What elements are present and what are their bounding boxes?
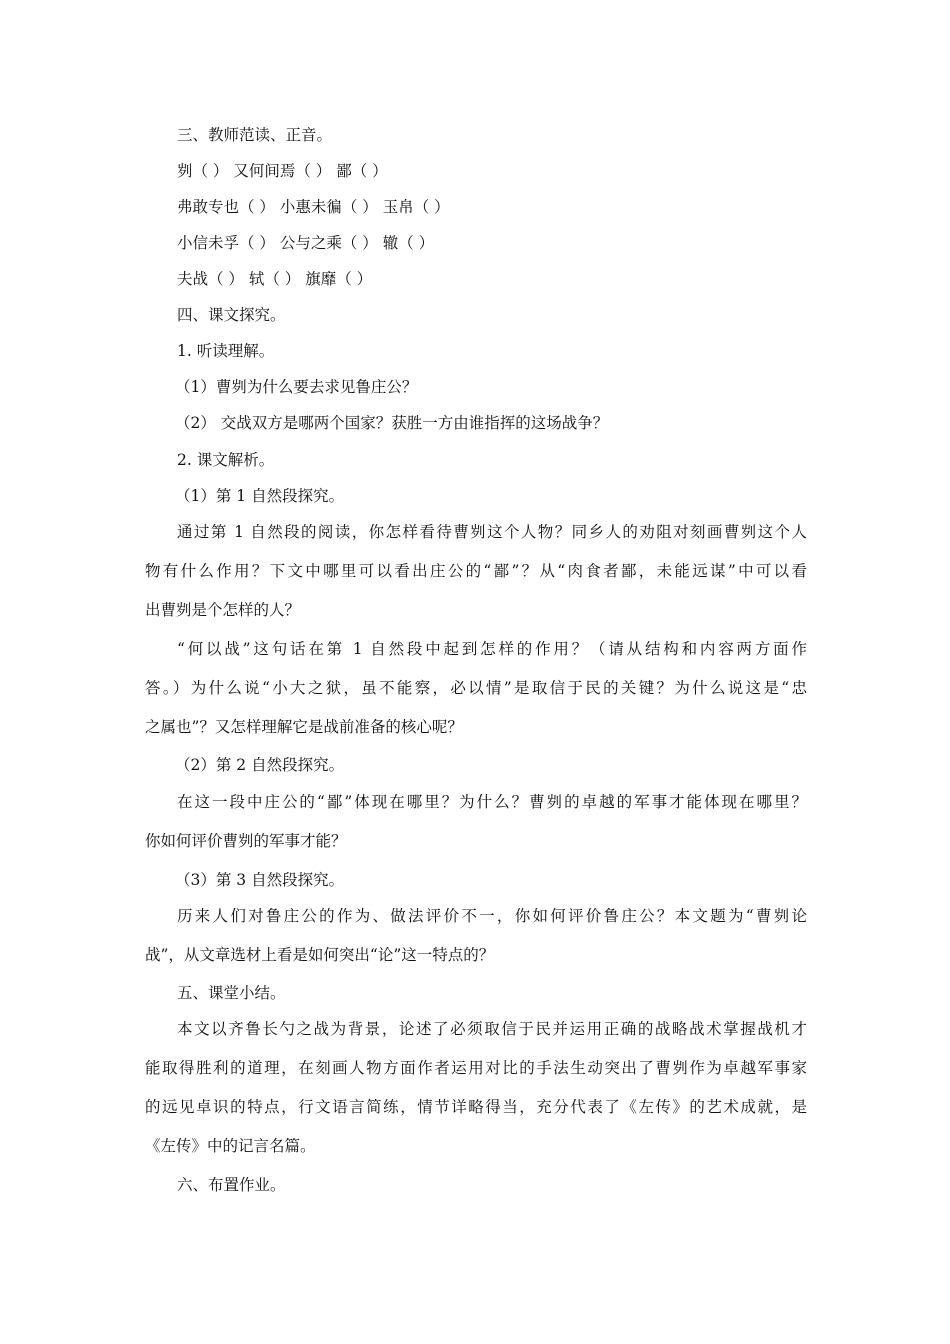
subsection-heading-2: 2. 课文解析。 <box>177 451 275 469</box>
paragraph-3-heading: （3）第 3 自然段探究。 <box>175 871 345 889</box>
paragraph-3-line-1: 在这一段中庄公的“鄙”体现在哪里？为什么？曹刿的卓越的军事才能体现在哪里？ <box>177 793 807 811</box>
section-heading-4: 四、课文探究。 <box>177 306 286 324</box>
summary-line-1: 本文以齐鲁长勺之战为背景，论述了必须取信于民并运用正确的战略战术掌握战机才 <box>177 1020 807 1038</box>
paragraph-3-line-2: 你如何评价曹刿的军事才能？ <box>145 832 347 850</box>
summary-line-4: 《左传》中的记言名篇。 <box>145 1137 316 1155</box>
paragraph-2-heading: （2）第 2 自然段探究。 <box>175 756 345 774</box>
paragraph-4-line-2: 战”，从文章选材上看是如何突出“论”这一特点的？ <box>145 946 495 964</box>
question-2: （2） 交战双方是哪两个国家？获胜一方由谁指挥的这场战争？ <box>175 414 609 432</box>
paragraph-2-line-2: 答。）为什么说“小大之狱，虽不能察，必以情”是取信于民的关键？为什么说这是“忠 <box>145 679 807 697</box>
paragraph-1-line-2: 物有什么作用？下文中哪里可以看出庄公的“鄙”？从“肉食者鄙，未能远谋”中可以看 <box>145 562 807 580</box>
summary-line-2: 能取得胜利的道理，在刻画人物方面作者运用对比的手法生动突出了曹刿作为卓越军事家 <box>145 1059 807 1077</box>
pronunciation-row-4: 夫战（ ） 轼（ ） 旗靡（ ） <box>177 270 373 288</box>
section-heading-6: 六、布置作业。 <box>177 1176 286 1194</box>
paragraph-2-line-1: “何以战”这句话在第 1 自然段中起到怎样的作用？（请从结构和内容两方面作 <box>177 640 807 658</box>
subsection-heading-1: 1. 听读理解。 <box>177 342 275 360</box>
paragraph-2-line-3: 之属也”？又怎样理解它是战前准备的核心呢？ <box>145 718 463 736</box>
pronunciation-row-3: 小信未孚（ ） 公与之乘（ ） 辙（ ） <box>177 234 435 252</box>
section-heading-3: 三、教师范读、正音。 <box>177 126 333 144</box>
paragraph-1-line-3: 出曹刿是个怎样的人？ <box>145 601 301 619</box>
summary-line-3: 的远见卓识的特点，行文语言简练，情节详略得当，充分代表了《左传》的艺术成就，是 <box>145 1098 807 1116</box>
section-heading-5: 五、课堂小结。 <box>177 984 286 1002</box>
paragraph-1-heading: （1）第 1 自然段探究。 <box>175 487 345 505</box>
question-1: （1）曹刿为什么要去求见鲁庄公？ <box>175 378 418 396</box>
pronunciation-row-1: 刿（ ） 又何间焉（ ） 鄙（ ） <box>177 162 388 180</box>
paragraph-4-line-1: 历来人们对鲁庄公的作为、做法评价不一，你如何评价鲁庄公？本文题为“曹刿论 <box>177 907 807 925</box>
paragraph-1-line-1: 通过第 1 自然段的阅读，你怎样看待曹刿这个人物？同乡人的劝阻对刻画曹刿这个人 <box>177 523 807 541</box>
pronunciation-row-2: 弗敢专也（ ） 小惠未徧（ ） 玉帛（ ） <box>177 198 450 216</box>
